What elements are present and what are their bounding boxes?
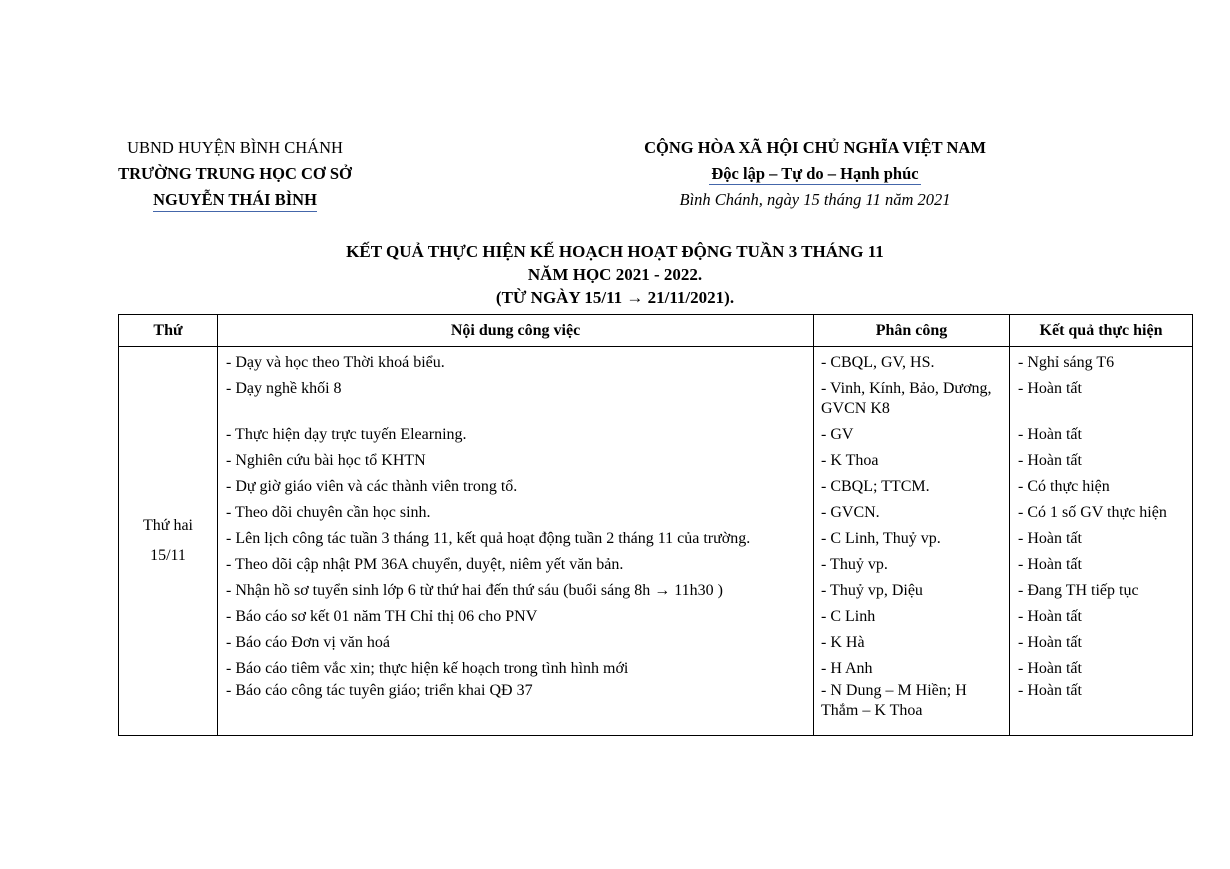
result-item: - Hoàn tất	[1018, 530, 1082, 547]
result-item: - Nghỉ sáng T6	[1018, 354, 1115, 371]
assignee-item: - Vinh, Kính, Bảo, Dương, GVCN K8	[821, 380, 992, 417]
activity-table	[118, 314, 1193, 736]
result-item: - Đang TH tiếp tục	[1018, 582, 1139, 599]
content-item: - Dạy và học theo Thời khoá biểu.	[226, 354, 445, 371]
content-item: - Dạy nghề khối 8	[226, 380, 342, 397]
assignee-item: - H Anh	[821, 660, 873, 677]
content-item: - Theo dõi cập nhật PM 36A chuyển, duyệt, niêm yết văn bản.	[226, 556, 624, 573]
content-item: - Dự giờ giáo viên và các thành viên trong tổ.	[226, 478, 518, 495]
result-item: - Hoàn tất	[1018, 682, 1082, 699]
content-item: - Báo cáo Đơn vị văn hoá	[226, 634, 390, 651]
assignee-item: - K Thoa	[821, 452, 879, 469]
result-item: - Hoàn tất	[1018, 634, 1082, 651]
content-item: - Báo cáo sơ kết 01 năm TH Chỉ thị 06 cho PNV	[226, 608, 538, 625]
assignee-item: - C Linh	[821, 608, 876, 625]
assignee-item: - GVCN.	[821, 504, 880, 521]
header-result: Kết quả thực hiện	[1010, 315, 1193, 347]
result-item: - Hoàn tất	[1018, 556, 1082, 573]
assignee-item: - N Dung – M Hiền; H Thắm – K Thoa	[821, 682, 967, 719]
result-item: - Hoàn tất	[1018, 380, 1082, 397]
school-name: NGUYỄN THÁI BÌNH	[153, 189, 317, 212]
title-line-2: NĂM HỌC 2021 - 2022.	[527, 265, 703, 284]
assignee-item: - CBQL; TTCM.	[821, 478, 930, 495]
content-item: - Báo cáo công tác tuyên giáo; triển khai QĐ 37	[226, 682, 533, 699]
content-item: - Nhận hồ sơ tuyển sinh lớp 6 từ thứ hai đến thứ sáu (buổi sáng 8h → 11h30 )	[226, 582, 723, 599]
result-item: - Có 1 số GV thực hiện	[1018, 504, 1167, 521]
title-line-1: KẾT QUẢ THỰC HIỆN KẾ HOẠCH HOẠT ĐỘNG TUẦN 3 THÁNG 11	[346, 242, 884, 261]
result-item: - Hoàn tất	[1018, 608, 1082, 625]
day-cell	[119, 347, 218, 736]
header-day: Thứ	[119, 315, 218, 347]
assignee-item: - K Hà	[821, 634, 865, 651]
school-type: TRƯỜNG TRUNG HỌC CƠ SỞ	[118, 164, 352, 183]
table-row	[119, 347, 1193, 736]
document-title	[200, 240, 1030, 309]
result-item: - Hoàn tất	[1018, 426, 1082, 443]
title-line-3: (TỪ NGÀY 15/11 → 21/11/2021).	[495, 288, 735, 307]
district-name: UBND HUYỆN BÌNH CHÁNH	[127, 138, 343, 157]
national-header	[590, 135, 1040, 213]
assignee-item: - Thuỷ vp, Diệu	[821, 582, 923, 599]
assignee-item: - GV	[821, 426, 854, 443]
assignee-item: - Thuỷ vp.	[821, 556, 888, 573]
school-header	[90, 135, 380, 213]
content-item: - Báo cáo tiêm vắc xin; thực hiện kế hoạch trong tình hình mới	[226, 660, 629, 677]
assignee-item: - C Linh, Thuỷ vp.	[821, 530, 941, 547]
content-column	[218, 347, 814, 736]
result-item: - Có thực hiện	[1018, 478, 1110, 495]
result-column	[1010, 347, 1193, 736]
content-item: - Nghiên cứu bài học tổ KHTN	[226, 452, 426, 469]
header-content: Nội dung công việc	[218, 315, 814, 347]
assignee-column	[814, 347, 1010, 736]
table-header-row	[119, 315, 1193, 347]
national-motto: Độc lập – Tự do – Hạnh phúc	[711, 164, 919, 183]
content-item: - Lên lịch công tác tuần 3 tháng 11, kết quả hoạt động tuần 2 tháng 11 của trường.	[226, 530, 751, 547]
result-item: - Hoàn tất	[1018, 660, 1082, 677]
day-date: 15/11	[150, 547, 186, 564]
header-assignee: Phân công	[814, 315, 1010, 347]
content-item: - Thực hiện dạy trực tuyến Elearning.	[226, 426, 467, 443]
content-item: - Theo dõi chuyên cần học sinh.	[226, 504, 431, 521]
day-name: Thứ hai	[143, 517, 193, 534]
country-name: CỘNG HÒA XÃ HỘI CHỦ NGHĨA VIỆT NAM	[644, 138, 986, 157]
document-date: Bình Chánh, ngày 15 tháng 11 năm 2021	[679, 190, 951, 209]
assignee-item: - CBQL, GV, HS.	[821, 354, 935, 371]
result-item: - Hoàn tất	[1018, 452, 1082, 469]
